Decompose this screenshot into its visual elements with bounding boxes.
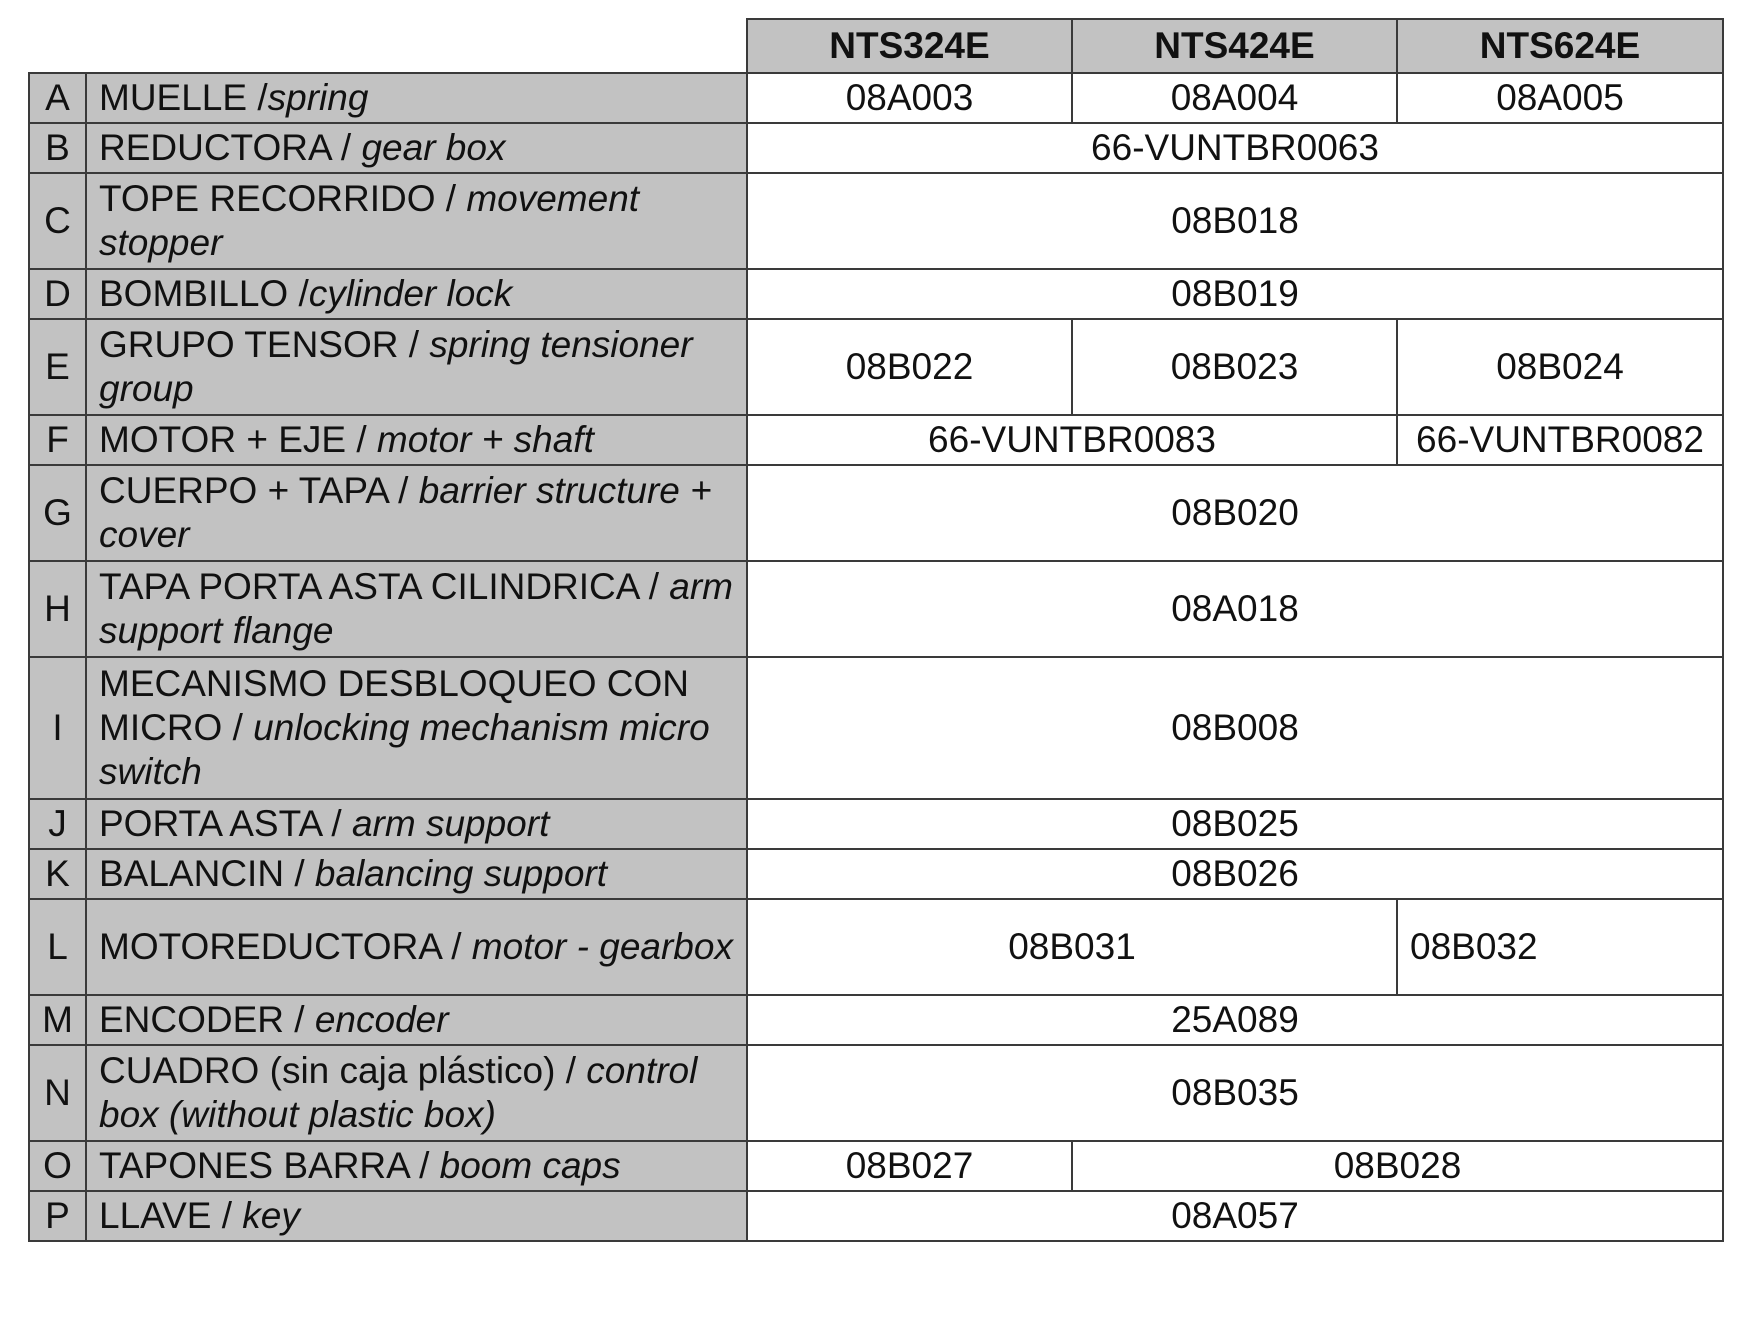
row-letter: G [29, 465, 86, 561]
row-letter: E [29, 319, 86, 415]
row-letter: H [29, 561, 86, 657]
part-description [86, 319, 747, 415]
part-name-es: GRUPO TENSOR / [99, 324, 430, 365]
model-header: NTS424E [1072, 19, 1397, 73]
part-code: 08B019 [747, 269, 1723, 319]
table-row [29, 657, 1723, 799]
row-letter: L [29, 899, 86, 995]
part-code: 08B025 [747, 799, 1723, 849]
part-code: 08B024 [1397, 319, 1723, 415]
part-name-es: MOTOREDUCTORA / [99, 926, 472, 967]
part-code: 08B026 [747, 849, 1723, 899]
header-row [29, 19, 1723, 73]
part-code: 08B035 [747, 1045, 1723, 1141]
table-row [29, 465, 1723, 561]
table-row [29, 995, 1723, 1045]
part-name-es: CUADRO (sin caja plástico) / [99, 1050, 587, 1091]
part-description [86, 849, 747, 899]
part-code: 08B022 [747, 319, 1072, 415]
part-name-en: gear box [361, 127, 506, 168]
part-name-en: arm support [351, 803, 550, 844]
part-description [86, 415, 747, 465]
part-code: 08B023 [1072, 319, 1397, 415]
row-letter: D [29, 269, 86, 319]
spare-parts-table [28, 18, 1724, 1242]
part-code: 08B018 [747, 173, 1723, 269]
part-code: 66-VUNTBR0063 [747, 123, 1723, 173]
part-description [86, 995, 747, 1045]
part-code: 08A005 [1397, 73, 1723, 123]
part-name-es: BOMBILLO / [99, 273, 309, 314]
part-code: 08A057 [747, 1191, 1723, 1241]
table-row [29, 73, 1723, 123]
row-letter: B [29, 123, 86, 173]
part-code: 08B020 [747, 465, 1723, 561]
part-name-en: cylinder lock [308, 273, 513, 314]
part-name-es: LLAVE / [99, 1195, 243, 1236]
part-description [86, 1141, 747, 1191]
part-name-en: arm support flange [99, 566, 733, 651]
part-description [86, 123, 747, 173]
row-letter: J [29, 799, 86, 849]
part-description [86, 1191, 747, 1241]
part-name-es: MOTOR + EJE / [99, 419, 377, 460]
part-code: 08A003 [747, 73, 1072, 123]
row-letter: K [29, 849, 86, 899]
table-row [29, 799, 1723, 849]
row-letter: F [29, 415, 86, 465]
part-name-es: TAPONES BARRA / [99, 1145, 440, 1186]
part-name-es: CUERPO + TAPA / [99, 470, 419, 511]
part-name-en: unlocking mechanism micro switch [99, 707, 710, 792]
part-name-en: spring tensioner group [99, 324, 693, 409]
part-code: 66-VUNTBR0082 [1397, 415, 1723, 465]
header-blank-cell [29, 19, 747, 73]
part-code: 08B008 [747, 657, 1723, 799]
part-name-en: movement stopper [99, 178, 640, 263]
part-name-es: ENCODER / [99, 999, 315, 1040]
part-code: 08A004 [1072, 73, 1397, 123]
part-name-en: key [242, 1195, 300, 1236]
part-name-es: TOPE RECORRIDO / [99, 178, 467, 219]
part-description [86, 1045, 747, 1141]
table-row [29, 269, 1723, 319]
part-description [86, 899, 747, 995]
row-letter: N [29, 1045, 86, 1141]
part-name-en: barrier structure + cover [99, 470, 712, 555]
part-name-en: motor + shaft [376, 419, 594, 460]
part-code: 08B028 [1072, 1141, 1723, 1191]
part-description [86, 173, 747, 269]
part-name-es: PORTA ASTA / [99, 803, 352, 844]
part-description [86, 465, 747, 561]
table-row [29, 1045, 1723, 1141]
table-row [29, 415, 1723, 465]
part-name-en: encoder [314, 999, 449, 1040]
row-letter: M [29, 995, 86, 1045]
table-row [29, 123, 1723, 173]
table-row [29, 319, 1723, 415]
row-letter: O [29, 1141, 86, 1191]
part-name-es: BALANCIN / [99, 853, 315, 894]
part-code: 08A018 [747, 561, 1723, 657]
part-code: 08B031 [747, 899, 1397, 995]
part-name-es: TAPA PORTA ASTA CILINDRICA / [99, 566, 670, 607]
table-row [29, 849, 1723, 899]
row-letter: P [29, 1191, 86, 1241]
part-name-en: motor - gearbox [471, 926, 733, 967]
part-description [86, 561, 747, 657]
part-name-en: balancing support [314, 853, 608, 894]
part-code: 25A089 [747, 995, 1723, 1045]
row-letter: A [29, 73, 86, 123]
table-row [29, 1191, 1723, 1241]
part-description [86, 799, 747, 849]
part-description [86, 657, 747, 799]
table-row [29, 173, 1723, 269]
part-description [86, 73, 747, 123]
table-row [29, 899, 1723, 995]
row-letter: C [29, 173, 86, 269]
part-name-en: spring [267, 77, 369, 118]
model-header: NTS324E [747, 19, 1072, 73]
part-name-en: boom caps [439, 1145, 621, 1186]
part-name-es: MUELLE / [99, 77, 268, 118]
part-name-en: control box (without plastic box) [99, 1050, 698, 1135]
row-letter: I [29, 657, 86, 799]
model-header: NTS624E [1397, 19, 1723, 73]
part-name-es: MECANISMO DESBLOQUEO CON MICRO / [99, 663, 690, 748]
part-code: 08B032 [1397, 899, 1723, 995]
part-description [86, 269, 747, 319]
part-name-es: REDUCTORA / [99, 127, 362, 168]
table-row [29, 1141, 1723, 1191]
table-row [29, 561, 1723, 657]
part-code: 08B027 [747, 1141, 1072, 1191]
part-code: 66-VUNTBR0083 [747, 415, 1397, 465]
